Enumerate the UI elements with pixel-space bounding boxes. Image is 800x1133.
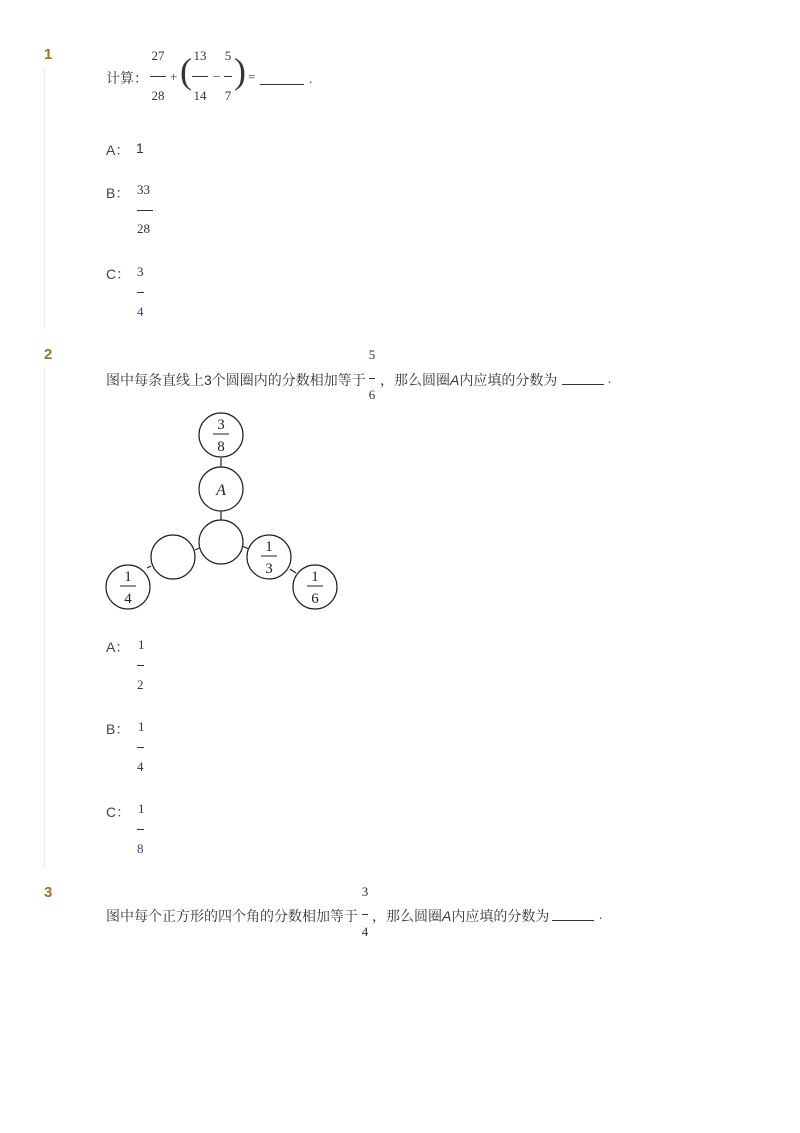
fraction-denominator: 28	[151, 88, 165, 103]
option-a-denominator: 2	[137, 677, 144, 692]
fraction-bar	[137, 665, 144, 666]
connector-line	[147, 566, 151, 568]
stem-variable: A	[450, 372, 460, 388]
right-far-denominator: 6	[311, 591, 319, 607]
left-far-numerator: 1	[124, 569, 132, 585]
stem-fraction-denominator: 4	[361, 924, 369, 939]
fraction-numerator: 5	[224, 48, 232, 63]
option-c-numerator: 1	[138, 801, 145, 816]
fraction-bar	[369, 378, 375, 379]
question-number: 2	[44, 346, 53, 363]
left-far-denominator: 4	[124, 591, 132, 607]
fraction-bar	[137, 747, 144, 748]
fraction-bar	[192, 76, 208, 77]
option-a-label[interactable]: A：	[106, 142, 130, 158]
stem-variable: A	[442, 908, 452, 924]
stem-text: ，那么圆圈	[380, 372, 450, 388]
option-a-value[interactable]: 1	[136, 140, 144, 156]
option-c-label[interactable]: C：	[106, 266, 131, 282]
right-far-numerator: 1	[311, 569, 319, 585]
fraction-bar	[137, 292, 144, 293]
circle-center	[199, 520, 243, 564]
plus-sign: +	[170, 69, 178, 84]
fraction-denominator: 7	[224, 88, 232, 103]
top-denominator: 8	[217, 439, 225, 455]
stem-fraction-numerator: 5	[368, 347, 376, 362]
stem-text: 图中每个正方形的四个角的分数相加等于	[106, 908, 358, 924]
question-stem: 计算：	[106, 70, 148, 86]
top-numerator: 3	[217, 417, 225, 433]
period: .	[309, 71, 313, 86]
fraction-numerator: 27	[151, 48, 165, 63]
fraction-bar	[224, 76, 232, 77]
question-number: 3	[44, 884, 53, 901]
option-b-numerator: 33	[137, 182, 150, 197]
left-paren: (	[180, 51, 192, 91]
option-b-denominator: 28	[137, 221, 150, 236]
fraction-bar	[137, 829, 144, 830]
right-paren: )	[234, 51, 246, 91]
option-c-numerator: 3	[137, 264, 144, 279]
circle-diagram	[100, 405, 350, 615]
fraction-numerator: 13	[193, 48, 207, 63]
answer-blank	[552, 920, 594, 921]
stem-text: ，那么圆圈	[372, 908, 442, 924]
question-number: 1	[44, 46, 53, 63]
connector-line	[195, 548, 199, 550]
option-a-label[interactable]: A：	[106, 639, 130, 655]
minus-sign: −	[213, 69, 221, 84]
question-stem	[106, 906, 358, 926]
question-stem-continued	[372, 906, 549, 926]
answer-blank	[562, 384, 604, 385]
fraction-bar	[362, 914, 368, 915]
fraction-bar	[137, 210, 153, 211]
question-stem	[106, 370, 366, 390]
option-c-label[interactable]: C：	[106, 804, 131, 820]
stem-text: 内应填的分数为	[459, 372, 558, 388]
option-b-numerator: 1	[138, 719, 145, 734]
connector-line	[290, 569, 296, 573]
option-c-denominator: 8	[137, 841, 144, 856]
period: .	[608, 371, 612, 386]
option-c-denominator: 4	[137, 304, 144, 319]
equals-sign: =	[248, 69, 256, 84]
option-b-denominator: 4	[137, 759, 144, 774]
option-b-label[interactable]: B：	[106, 185, 130, 201]
stem-fraction-numerator: 3	[361, 884, 369, 899]
option-b-label[interactable]: B：	[106, 721, 130, 737]
period: .	[599, 907, 603, 922]
a-label: A	[216, 482, 226, 499]
question-divider	[44, 368, 45, 868]
right-near-numerator: 1	[265, 539, 273, 555]
question-divider	[44, 68, 45, 330]
circle-left-near	[151, 535, 195, 579]
right-near-denominator: 3	[265, 561, 273, 577]
stem-fraction-denominator: 6	[368, 387, 376, 402]
option-a-numerator: 1	[138, 637, 145, 652]
stem-text: 图中每条直线上3个圆圈内的分数相加等于	[106, 372, 366, 388]
question-stem-continued	[380, 370, 557, 390]
fraction-bar	[150, 76, 166, 77]
answer-blank	[260, 84, 304, 85]
fraction-denominator: 14	[193, 88, 207, 103]
stem-text: 内应填的分数为	[451, 908, 550, 924]
